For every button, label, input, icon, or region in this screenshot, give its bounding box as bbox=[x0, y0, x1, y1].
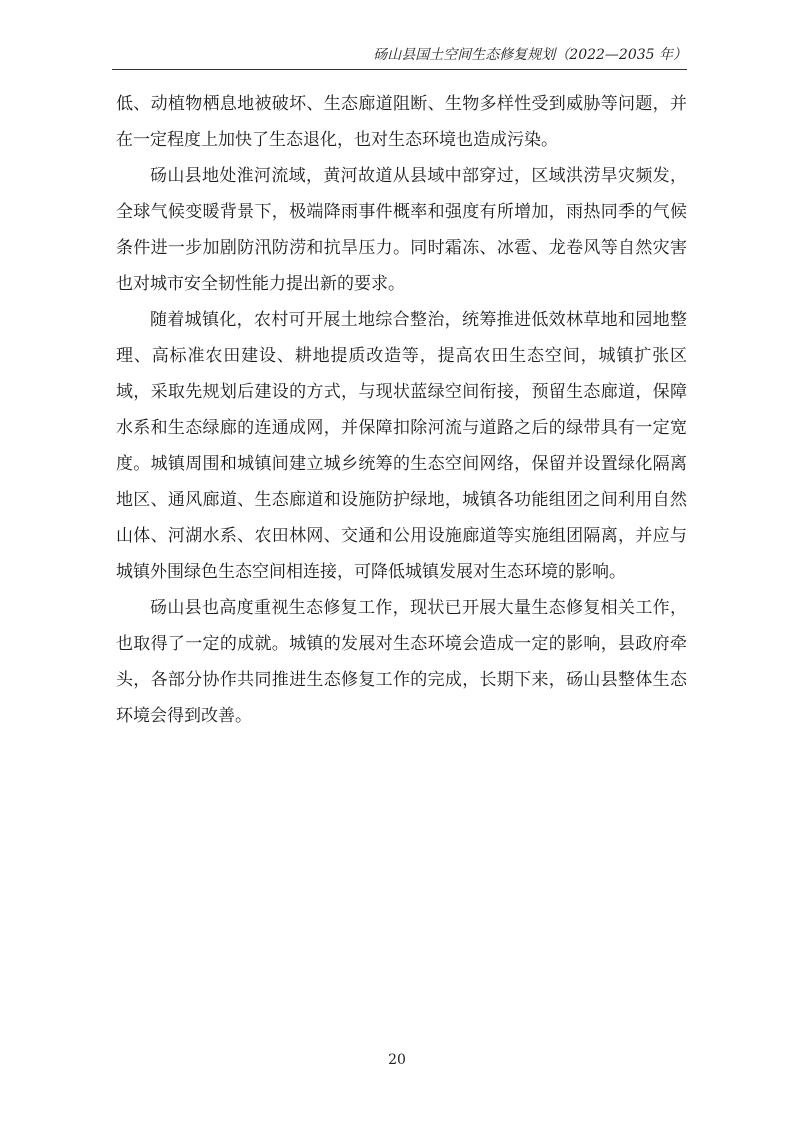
paragraph-urbanization: 随着城镇化，农村可开展土地综合整治，统筹推进低效林草地和园地整理、高标准农田建设、耕地提质改造等，提高农田生态空间，城镇扩张区域，采取先规划后建设的方式，与现状蓝绿空间衔接，预留生态廊道，保障水系和生态绿廊的连通成网，并保障扣除河流与道路之后的绿带具有一定宽度。城镇周围和城镇间建立城乡统筹的生态空间网络，保留并设置绿化隔离地区、通风廊道、生态廊道和设施防护绿地，城镇各功能组团之间利用自然山体、河湖水系、农田林网、交通和公用设施廊道等实施组团隔离，并应与城镇外围绿色生态空间相连接，可降低城镇发展对生态环境的影响。 bbox=[116, 310, 687, 582]
page-number: 20 bbox=[388, 1052, 406, 1068]
running-header: 砀山县国土空间生态修复规划（2022—2035 年） bbox=[373, 47, 687, 63]
paragraph-continued: 低、动植物栖息地被破坏、生态廊道阻断、生物多样性受到威胁等问题，并在一定程度上加快了生态退化，也对生态环境也造成污染。 bbox=[116, 94, 687, 150]
body-text bbox=[116, 86, 687, 734]
paragraph-restoration-work: 砀山县也高度重视生态修复工作，现状已开展大量生态修复相关工作，也取得了一定的成就。城镇的发展对生态环境会造成一定的影响，县政府牵头，各部分协作共同推进生态修复工作的完成，长期下来，砀山县整体生态环境会得到改善。 bbox=[116, 598, 687, 726]
paragraph-flood-climate: 砀山县地处淮河流域，黄河故道从县域中部穿过，区域洪涝旱灾频发，全球气候变暖背景下，极端降雨事件概率和强度有所增加，雨热同季的气候条件进一步加剧防汛防涝和抗旱压力。同时霜冻、冰雹、龙卷风等自然灾害也对城市安全韧性能力提出新的要求。 bbox=[116, 166, 687, 294]
header-rule bbox=[112, 69, 687, 70]
